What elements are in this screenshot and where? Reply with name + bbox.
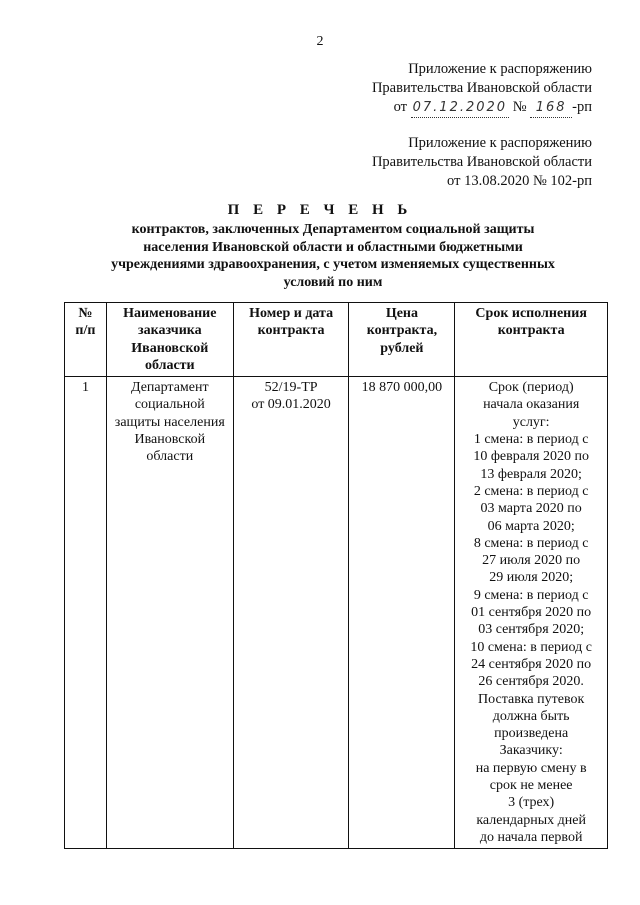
appendix-current-num-sign: № [512,99,527,115]
contracts-table [64,302,608,849]
subtitle-line: условий по ним [283,274,383,290]
cell-price: 18 870 000,00 [349,377,455,849]
cell-customer: Департамент социальной защиты населения Ивановской области [106,377,233,849]
appendix-previous-line2: Правительства Ивановской области [371,154,592,170]
cell-term: Срок (период) начала оказания услуг: 1 смена: в период с 10 февраля 2020 по 13 февраля 2020; 2 смена: в период с 03 марта 2020 по 06 марта 2020; 8 смена: в период с 27 июля 2020 по 29 июля 2020; 9 смена: в период с 01 сентября 2020 по 03 сентября 2020; 10 смена: в период с 24 сентября 2020 по 26 сентября 2020. Поставка путевок должна быть произведена Заказчику: на первую смену в срок не менее 3 (трех) календарных дней до начала первой [455,377,608,849]
appendix-current-suffix: -рп [572,99,592,115]
header-num: № п/п [65,303,107,377]
appendix-current-prefix: от [393,99,407,115]
table-header-row [65,303,608,377]
table-row [65,377,608,849]
handwritten-number: 168 [530,98,572,118]
cell-num: 1 [65,377,107,849]
document-subtitle [108,221,558,291]
appendix-current-line2: Правительства Ивановской области [371,80,592,96]
handwritten-date: 07.12.2020 [411,98,509,118]
cell-contract: 52/19-ТР от 09.01.2020 [233,377,349,849]
header-price: Цена контракта, рублей [349,303,455,377]
subtitle-line: населения Ивановской области и областными бюджетными [143,239,523,255]
appendix-previous-header [372,134,592,191]
appendix-current-header [372,60,592,118]
subtitle-line: контрактов, заключенных Департаментом социальной защиты [131,222,535,237]
page-number: 2 [316,34,324,49]
appendix-current-line3 [372,98,592,118]
appendix-current-line1: Приложение к распоряжению [408,61,592,77]
appendix-previous-line1: Приложение к распоряжению [408,135,592,151]
header-term: Срок исполнения контракта [455,303,608,377]
document-title: П Е Р Е Ч Е Н Ь [227,202,413,218]
header-contract: Номер и дата контракта [233,303,349,377]
appendix-previous-line3: от 13.08.2020 № 102-рп [447,173,592,189]
header-customer: Наименование заказчика Ивановской области [106,303,233,377]
subtitle-line: учреждениями здравоохранения, с учетом изменяемых существенных [111,257,555,272]
